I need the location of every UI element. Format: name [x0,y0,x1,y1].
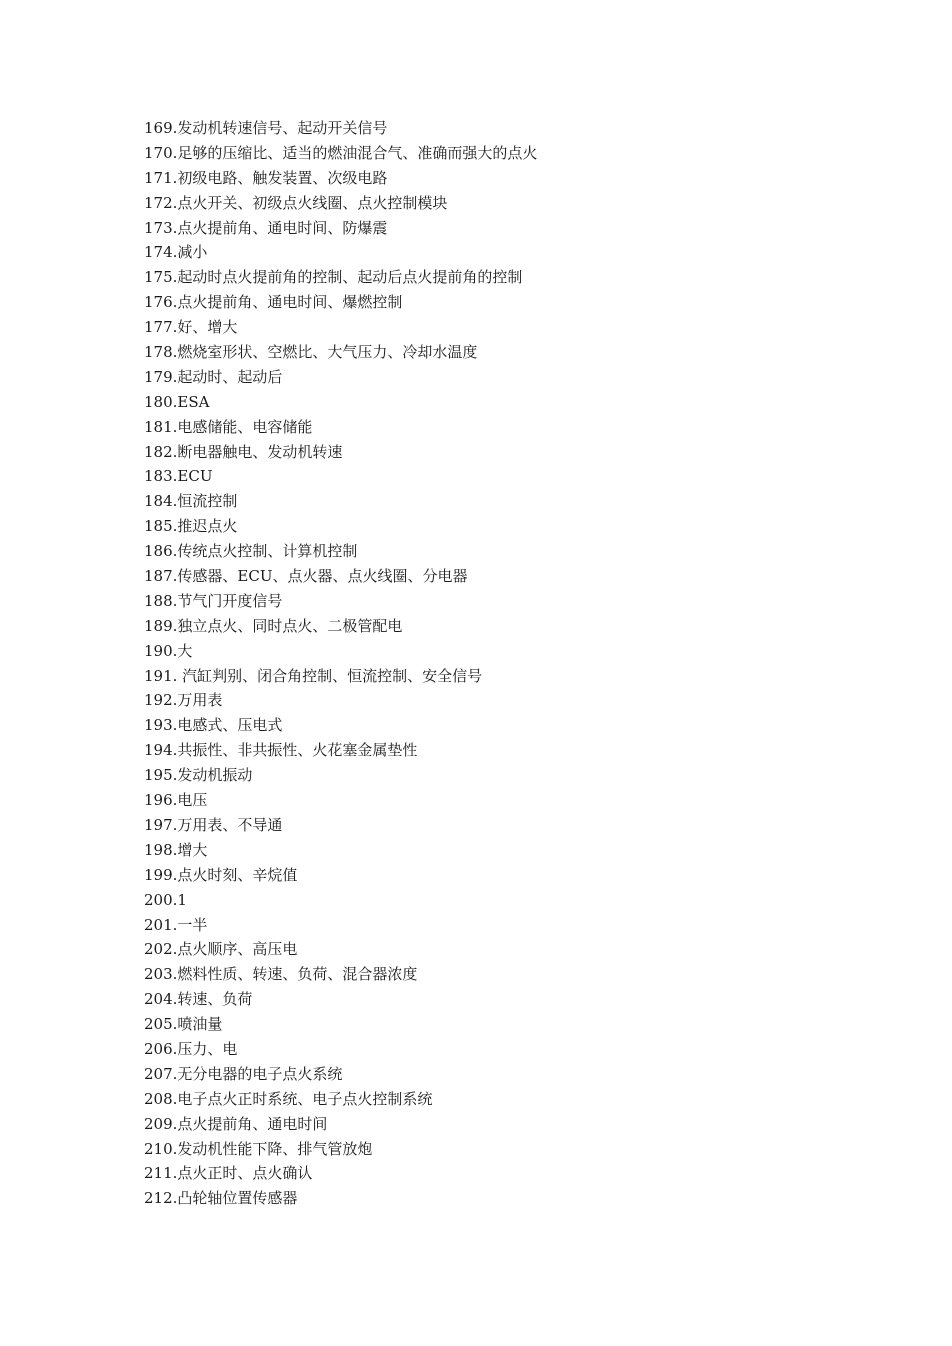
answer-line: 176.点火提前角、通电时间、爆燃控制 [144,293,403,312]
answer-line: 205.喷油量 [144,1015,223,1034]
answer-line: 183.ECU [144,467,213,486]
answer-line: 192.万用表 [144,691,223,710]
answer-line: 171.初级电路、触发装置、次级电路 [144,168,388,187]
answer-line: 177.好、增大 [144,318,238,337]
answer-line: 188.节气门开度信号 [144,591,283,610]
answer-line: 211.点火正时、点火确认 [144,1164,313,1183]
answer-line: 198.增大 [144,840,208,859]
answer-line: 207.无分电器的电子点火系统 [144,1064,343,1083]
answer-line: 200.1 [144,890,187,909]
answer-line: 174.减小 [144,243,208,262]
answer-line: 209.点火提前角、通电时间 [144,1114,328,1133]
answer-line: 212.凸轮轴位置传感器 [144,1189,298,1208]
answer-line: 175.起动时点火提前角的控制、起动后点火提前角的控制 [144,268,523,287]
answer-line: 186.传统点火控制、计算机控制 [144,542,358,561]
answer-line: 210.发动机性能下降、排气管放炮 [144,1139,373,1158]
answer-line: 199.点火时刻、辛烷值 [144,865,298,884]
answer-line: 202.点火顺序、高压电 [144,940,298,959]
answer-line: 196.电压 [144,791,208,810]
answer-line: 179.起动时、起动后 [144,367,283,386]
answer-line: 172.点火开关、初级点火线圈、点火控制模块 [144,193,448,212]
answer-line: 195.发动机振动 [144,766,253,785]
answer-line: 189.独立点火、同时点火、二极管配电 [144,616,403,635]
answer-line: 193.电感式、压电式 [144,716,283,735]
answer-line: 208.电子点火正时系统、电子点火控制系统 [144,1089,433,1108]
answer-line: 185.推迟点火 [144,517,238,536]
answer-list [144,116,844,1211]
answer-line: 204.转速、负荷 [144,990,253,1009]
answer-line: 206.压力、电 [144,1039,238,1058]
answer-line: 173.点火提前角、通电时间、防爆震 [144,218,388,237]
answer-line: 170.足够的压缩比、适当的燃油混合气、准确而强大的点火 [144,143,538,162]
answer-line: 182.断电器触电、发动机转速 [144,442,343,461]
answer-line: 190.大 [144,641,193,660]
answer-line: 184.恒流控制 [144,492,238,511]
answer-line: 180.ESA [144,392,210,411]
answer-line: 201.一半 [144,915,208,934]
answer-line: 181.电感储能、电容储能 [144,417,313,436]
answer-line: 169.发动机转速信号、起动开关信号 [144,119,388,137]
answer-line: 187.传感器、ECU、点火器、点火线圈、分电器 [144,567,468,586]
answer-line: 194.共振性、非共振性、火花塞金属垫性 [144,741,418,760]
answer-line: 191. 汽缸判别、闭合角控制、恒流控制、安全信号 [144,666,483,685]
answer-line: 197.万用表、不导通 [144,815,283,834]
answer-line: 203.燃料性质、转速、负荷、混合器浓度 [144,965,418,984]
answer-line: 178.燃烧室形状、空燃比、大气压力、冷却水温度 [144,343,478,362]
